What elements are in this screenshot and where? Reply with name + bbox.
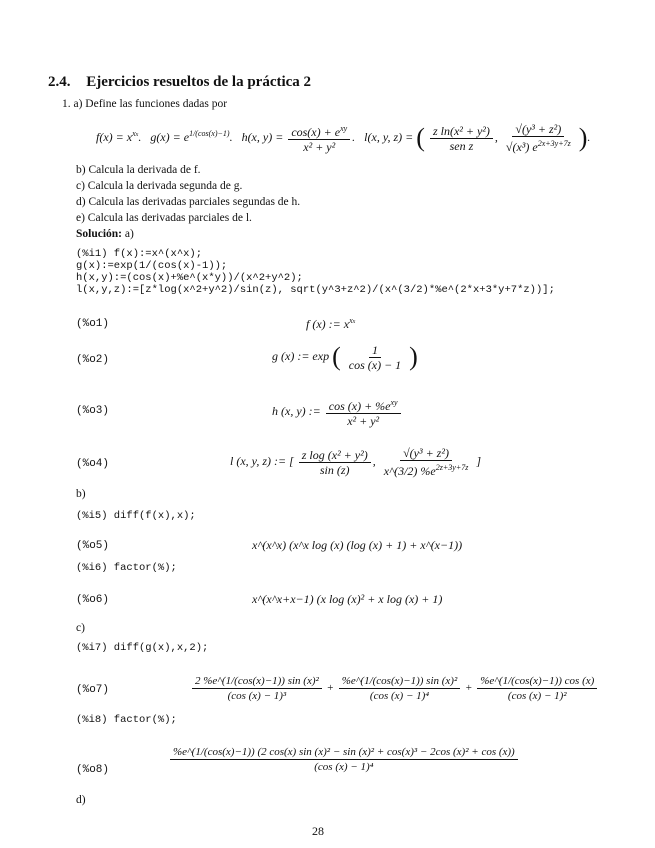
output-label-o3: (%o3) <box>76 405 110 417</box>
section-title: Ejercicios resueltos de la práctica 2 <box>86 74 312 90</box>
page-number: 28 <box>312 824 324 838</box>
maxima-input-8: (%i8) factor(%); <box>76 714 177 726</box>
def-g: g(x) = e <box>150 129 190 144</box>
def-h-left: h(x, y) = <box>241 129 284 144</box>
output-label-o8: (%o8) <box>76 764 110 776</box>
output-o3: h (x, y) := $\frac{\cos (x) + \%e^{xy}}{\text{x² + y²}}$ <box>272 396 403 428</box>
maxima-input-7: (%i7) diff(g(x),x,2); <box>76 642 209 654</box>
def-h-fraction: $\frac{\cos(x) + e^{xy}}{\text{x² + y²}}$ <box>288 122 350 154</box>
output-label-o2: (%o2) <box>76 354 110 366</box>
def-f: f(x) = x <box>96 129 133 144</box>
def-l-first: $\frac{\text{z ln(x² + y²)}}{\text{sen z}}$ <box>430 124 493 153</box>
section-heading <box>48 74 311 91</box>
output-label-o1: (%o1) <box>76 318 110 330</box>
output-label-o5: (%o5) <box>76 540 110 552</box>
task-b: b) Calcula la derivada de f. <box>76 164 201 176</box>
def-l-second: $\frac{\text{√(y³ + z²)}}{√(x^3) e^{2x+3y+7z}}$ <box>505 122 571 154</box>
part-d-label: d) <box>76 794 86 806</box>
solution-heading: Solución: a) <box>76 228 134 240</box>
maxima-input-5: (%i5) diff(f(x),x); <box>76 510 196 522</box>
output-label-o6: (%o6) <box>76 594 110 606</box>
output-label-o4: (%o4) <box>76 458 110 470</box>
output-o6: x^(x^x+x−1) (x log (x)² + x log (x) + 1) <box>252 592 443 606</box>
section-number: 2.4. <box>48 74 71 90</box>
output-o5: x^(x^x) (x^x log (x) (log (x) + 1) + x^(x−1)) <box>252 538 463 552</box>
item-intro: 1. a) Define las funciones dadas por <box>62 98 228 110</box>
definitions-line: $f(x) = x^{xx}$. $g(x) = e^{1/(cos(x)-1)}$. h(x, y) = $\frac{\cos(x) + e^{xy}}{\text{x² + y²}}$ . l(x, y, z) = ( $\frac{\text{z ln(x² + y²)}}{\text{sen z}}$ , $\frac{\text{√(y³ + z²)}}{√(x^3) e^{2x+3y+7z}}$ ). <box>96 122 591 154</box>
output-o4: l (x, y, z) := [ $\frac{\text{z log (x² + y²)}}{\sin (z)}$ , $\frac{\text{√(y³ + z²)}}{x\^{}(3/2) \%e^{2z+3y+7z}}$ ] <box>230 446 481 478</box>
part-c-label: c) <box>76 622 85 634</box>
output-o7: $\frac{\text{2 \%e\textasciicircum{}(1/(cos(x)−1)) sin (x)²}}{\text{(cos (x) − 1)³}}$ + $\frac{\text{\%e\textasciicircum{}(1/(cos(x)−1)) sin (x)²}}{\text{(cos (x) − 1)⁴}}$ + $\frac{\%e\^{}(1/(\cos(x)-1)) \cos (x)}{\text{(cos (x) − 1)²}}$ <box>190 674 599 703</box>
output-o2: g (x) := exp ( $\frac{1}{\cos (x) - 1}$ ) <box>272 342 418 372</box>
output-o8: %e^(1/(cos(x)−1)) (2 cos(x) sin (x)² − sin (x)² + cos(x)³ − 2cos (x)² + cos (x)) (cos (x) − 1)⁴ <box>168 745 520 774</box>
maxima-input-6: (%i6) factor(%); <box>76 562 177 574</box>
output-o1: f (x) := $x^{xx}$ <box>306 316 356 331</box>
def-l-left: l(x, y, z) = <box>364 129 414 144</box>
maxima-input-1: (%i1) f(x):=x^(x^x); g(x):=exp(1/(cos(x)-1)); h(x,y):=(cos(x)+%e^(x*y))/(x^2+y^2); l(x,y,z):=[z*log(x^2+y^2)/sin(z), sqrt(y^3+z^2)/(x^(3/2)*%e^(2*x+3*y+7*z))]; <box>76 248 555 296</box>
output-label-o7: (%o7) <box>76 684 110 696</box>
task-d: d) Calcula las derivadas parciales segundas de h. <box>76 196 301 208</box>
task-c: c) Calcula la derivada segunda de g. <box>76 180 243 192</box>
task-e: e) Calcula las derivadas parciales de l. <box>76 212 252 224</box>
part-b-label: b) <box>76 488 86 500</box>
